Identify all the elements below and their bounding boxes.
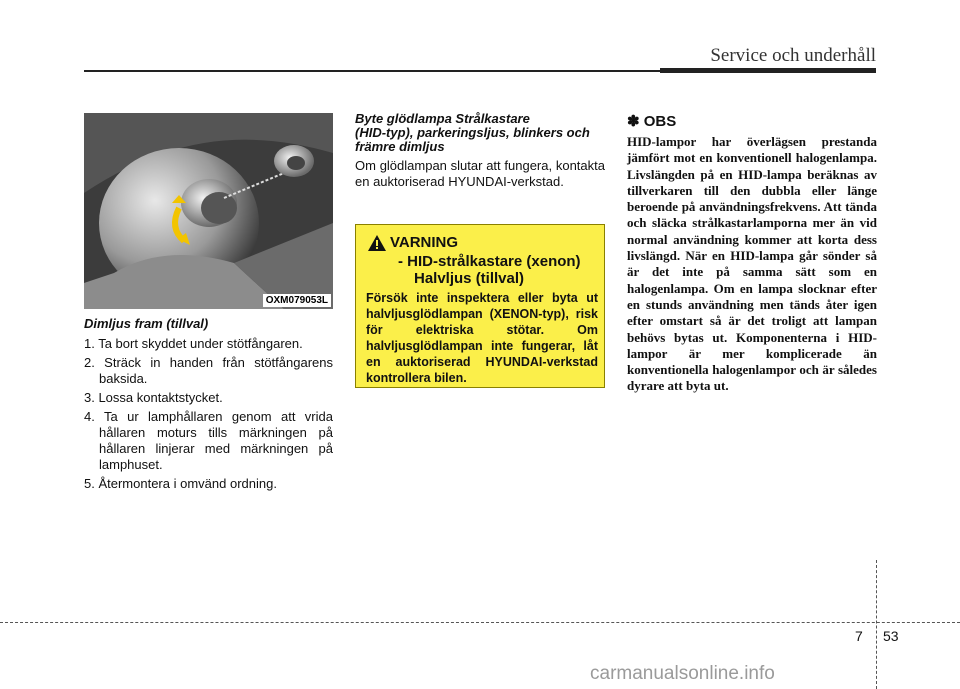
- note-heading: ✽ OBS: [627, 113, 677, 130]
- warning-subtitle-line: - HID-strålkastare (xenon): [398, 253, 581, 270]
- watermark: carmanualsonline.info: [590, 663, 775, 684]
- column-1: [84, 316, 333, 495]
- warning-title: VARNING: [390, 234, 459, 251]
- step-item: 5. Återmontera i omvänd ordning.: [84, 476, 277, 491]
- step-item: 4. Ta ur lamphållaren genom att vrida hållaren moturs tills märkningen på hållaren linjerar med märkningen på lamphuset.: [84, 409, 333, 472]
- subheading-fog-light: Dimljus fram (tillval): [84, 316, 209, 331]
- warning-box: [355, 224, 605, 388]
- bulb-body-text: Om glödlampan slutar att fungera, kontakta en auktoriserad HYUNDAI-verkstad.: [355, 158, 605, 189]
- chapter-number: 7: [855, 628, 863, 644]
- subheading-line: Byte glödlampa Strålkastare: [355, 111, 530, 126]
- note-body: HID-lampor har överlägsen prestanda jämfört mot en konventionell halogenlampa. Livslängden på en HID-lampa beräknas av tillverkaren till den dubbla eller länge beroende på användningsfrekvens. Att tända och släcka strålkastarlamporna mer än vid normal användning kommer att korta dess livslängd. När en HID-lampa går sönder så är det inte på samma sätt som en halogenlampa. Om en lampa slocknar efter en stunds användning men tänds åter igen efter omstart så är det troligt att lampan behövs bytas ut. Komponenterna i HID-lampor är mer komplicerade än konventionella halogenlampor och är således dyrare att byta ut.: [627, 134, 877, 394]
- fog-lamp-photo: [84, 113, 333, 309]
- header-bar: [660, 68, 876, 73]
- page-number: 53: [883, 628, 899, 644]
- step-item: 3. Lossa kontaktstycket.: [84, 390, 223, 405]
- column-3: [627, 112, 877, 395]
- warning-subtitle-line: Halvljus (tillval): [414, 270, 525, 287]
- column-2: [355, 112, 605, 190]
- warning-body: Försök inte inspektera eller byta ut halvljusglödlampan (XENON-typ), risk för elektriska stötar. Om halvljusglödlampan inte fungerar, låt en auktoriserad HYUNDAI-verkstad kontrollera bilen.: [366, 291, 598, 385]
- step-item: 1. Ta bort skyddet under stötfångaren.: [84, 336, 303, 351]
- subheading-line: (HID-typ), parkeringsljus, blinkers och främre dimljus: [355, 125, 590, 154]
- warning-subtitle: [398, 253, 603, 287]
- step-list: [84, 336, 333, 492]
- section-title: Service och underhåll: [710, 45, 876, 66]
- subheading-bulb-replacement: [355, 112, 605, 154]
- warning-icon: [368, 235, 386, 251]
- footer-rule: [0, 622, 960, 623]
- figure-code: OXM079053L: [263, 294, 331, 307]
- footer-divider: [876, 560, 877, 689]
- step-item: 2. Sträck in handen från stötfångarens baksida.: [84, 355, 333, 386]
